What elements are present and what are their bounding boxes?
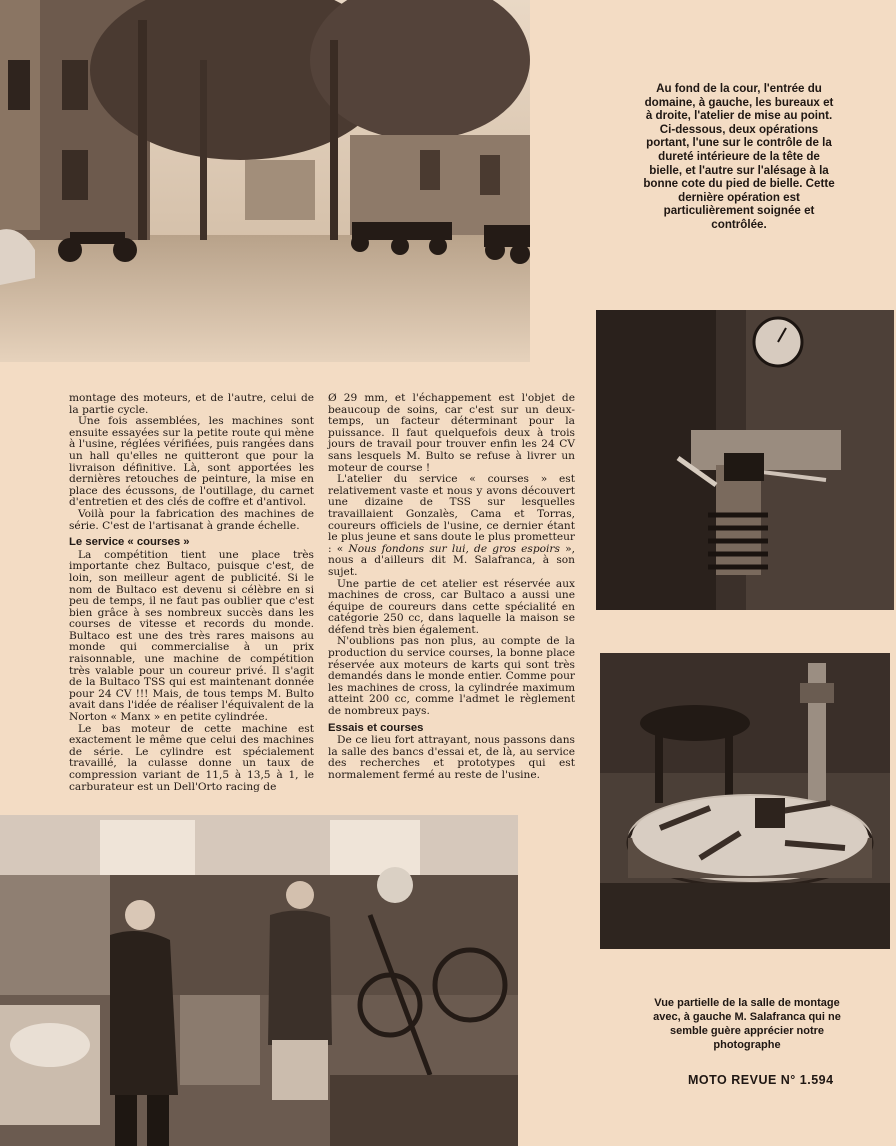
paragraph: Le bas moteur de cette machine est exactement le même que celui des machines de série. Le cylindre est spécialement travaillé, la culasse donne un taux de compression variant de 11,5 à 13,5 à 1, le carburateur est un Dell'Orto racing de: [69, 722, 314, 793]
courtyard-photo: [0, 0, 530, 362]
operations-caption-lead: Ci-dessous,: [659, 122, 726, 136]
hardness-test-photo: [596, 310, 894, 610]
courtyard-caption: [643, 82, 835, 232]
paragraph: La compétition tient une place très importante chez Bultaco, puisque c'est, de loin, son meilleur agent de publicité. Si le nom de Bultaco est devenu si célèbre en si peu de temps, il ne faut pas oublier que c'est bien grâce à ses nombreux succès dans les courses de vitesse et records du monde. Bultaco est une des très rares maisons au monde qui commercialise à un prix raisonnable, une machine de compétition très valable pour un coureur privé. Il s'agit de la Bultaco TSS qui est maintenant donnée pour 24 CV !!! Mais, de tous temps M. Bulto avait dans l'idée de réaliser l'équivalent de la Norton « Manx » en petite cylindrée.: [69, 548, 314, 724]
paragraph: De ce lieu fort attrayant, nous passons dans la salle des bancs d'essai et, de là, au service des recherches et prototypes qui est normalement fermé au reste de l'usine.: [328, 734, 575, 781]
article-column-left: [69, 393, 314, 793]
operations-caption-text: deux opérations portant, l'une sur le contrôle de la dureté intérieure de la tête de bielle, et l'autre sur l'alésage à la bonne cote du pied de bielle. Cette dernière opération est particulièrement soignée et contrôlée.: [643, 122, 835, 231]
section-heading-service-courses: Le service « courses »: [69, 536, 190, 549]
assembly-room-photo: [0, 815, 518, 1146]
section-heading-essais: Essais et courses: [328, 721, 424, 734]
paragraph-part: L'atelier du service « courses » est relativement vaste et nous y avons découvert une dizaine de TSS sur lesquelles travaillaient Gonzalès, Cama et Torras, coureurs officiels de l'usine, ce dernier étant le plus jeune et sans doute le plus prometteur : «: [328, 473, 575, 555]
quote: Nous fondons sur lui, de gros espoirs: [348, 542, 560, 555]
magazine-issue-footer: MOTO REVUE N° 1.594: [688, 1073, 834, 1087]
paragraph-part: », nous a d'ailleurs dit M. Salafranca, à son sujet.: [328, 542, 575, 578]
workshop-caption: Vue partielle de la salle de montage avec, à gauche M. Salafranca qui ne semble guère apprécier notre photographe: [653, 997, 841, 1051]
paragraph: N'oublions pas non plus, au compte de la production du service courses, la bonne place réservée aux moteurs de karts qui sont très demandés dans le monde entier. Comme pour les machines de cross, la cylindrée maximum atteint 200 cc, comme l'admet le règlement de nombreux pays.: [328, 635, 575, 718]
operations-caption: [643, 123, 835, 232]
boring-operation-photo: [600, 653, 890, 949]
paragraph: Une fois assemblées, les machines sont ensuite essayées sur la petite route qui mène à l'usine, réglées vérifiées, puis rangées dans un hall qu'elles ne quitteront que pour la livraison définitive. Là, sont apportées les dernières retouches de peinture, la mise en place des écussons, de l'outillage, du carnet d'entretien et des clés de coffre et d'antivol.: [69, 415, 314, 509]
courtyard-caption-text: Au fond de la cour, l'entrée du domaine, à gauche, les bureaux et à droite, l'atelier de mise au point.: [644, 82, 834, 123]
paragraph: Voilà pour la fabrication des machines de série. C'est de l'artisanat à grande échelle.: [69, 507, 314, 532]
paragraph: Une partie de cet atelier est réservée aux machines de cross, car Bultaco a aussi une équipe de coureurs dans cette spécialité en catégorie 250 cc, dans laquelle la maison se défend très bien également.: [328, 577, 575, 636]
paragraph: [328, 474, 575, 578]
paragraph: Ø 29 mm, et l'échappement est l'objet de beaucoup de soins, car c'est sur un deux-temps, un facteur déterminant pour la puissance. Il faut quelquefois deux à trois jours de travail pour trouver enfin les 24 CV sans lesquels M. Bulto se refuse à livrer un moteur de course !: [328, 392, 575, 474]
article-column-right: [328, 393, 575, 782]
paragraph: montage des moteurs, et de l'autre, celui de la partie cycle.: [69, 392, 314, 416]
